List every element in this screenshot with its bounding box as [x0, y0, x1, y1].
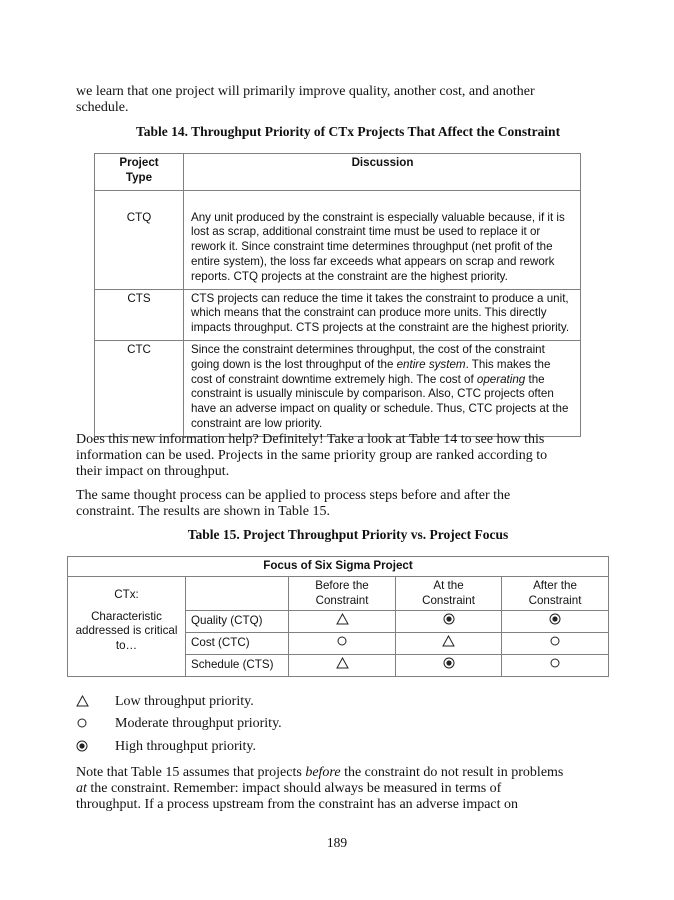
intro-paragraph [76, 84, 596, 116]
table-row [95, 190, 581, 289]
discussion-text: . This makes the [465, 357, 551, 371]
filled-circle-icon [443, 613, 455, 630]
open-circle-icon [549, 635, 561, 652]
discussion-cell [184, 340, 581, 436]
project-type-cell: CTQ [95, 190, 184, 289]
emphasis-text: before [305, 765, 341, 780]
priority-cell [289, 633, 396, 655]
header-after-constraint [502, 576, 609, 611]
priority-cell [289, 611, 396, 633]
table-row [95, 340, 581, 436]
paragraph-text: the constraint do not result in problems [340, 765, 564, 780]
row-label: Schedule (CTS) [186, 655, 289, 677]
discussion-line: Since the constraint determines throughput, the cost of the constraint [191, 342, 545, 356]
discussion-line: reports. CTQ projects at the constraint are the highest priority. [191, 269, 508, 283]
paragraph-text: the constraint. Remember: impact should always be measured in terms of [86, 781, 502, 796]
characteristic-text: to… [115, 639, 138, 653]
header-text: At the [433, 578, 464, 592]
paragraph-text: Note that Table 15 assumes that projects [76, 765, 306, 780]
paragraph-line: constraint. The results are shown in Table 15. [76, 504, 330, 519]
legend-text: High throughput priority. [115, 739, 257, 754]
header-project-type [95, 154, 184, 191]
triangle-icon [336, 657, 349, 674]
discussion-line: rework it. Since constraint time determines throughput (net profit of the [191, 240, 553, 254]
body-paragraph [76, 488, 596, 520]
priority-cell [502, 655, 609, 677]
emphasis-text: at [76, 781, 87, 796]
header-text: Constraint [315, 593, 369, 607]
discussion-line: Any unit produced by the constraint is especially valuable because, if it is [191, 210, 565, 224]
open-circle-icon [549, 657, 561, 674]
characteristic-text: addressed is critical [75, 624, 178, 638]
discussion-cell [184, 289, 581, 340]
priority-cell [289, 655, 396, 677]
header-text: After the [533, 578, 577, 592]
discussion-text: cost of constraint downtime extremely high. The cost of [191, 372, 477, 386]
priority-cell [396, 655, 502, 677]
discussion-line: constraint are low priority. [191, 416, 323, 430]
legend-text: Low throughput priority. [115, 694, 254, 709]
discussion-line: which means that the constraint can produce more units. This directly [191, 306, 547, 320]
intro-line: schedule. [76, 100, 129, 115]
open-circle-icon [76, 717, 88, 734]
discussion-cell [184, 190, 581, 289]
discussion-line: have an adverse impact on quality or schedule. Thus, CTC projects at the [191, 402, 569, 416]
project-type-cell: CTC [95, 340, 184, 436]
paragraph-line: throughput. If a process upstream from the constraint has an adverse impact on [76, 797, 519, 812]
discussion-text: the [525, 372, 545, 386]
paragraph-line: Does this new information help? Definitely! Take a look at Table 14 to see how this [76, 432, 545, 447]
row-label: Cost (CTC) [186, 633, 289, 655]
header-text: Type [125, 170, 153, 184]
table14 [94, 153, 581, 437]
header-at-constraint [396, 576, 502, 611]
body-paragraph [76, 765, 606, 813]
priority-cell [502, 611, 609, 633]
table15-title: Focus of Six Sigma Project [68, 557, 609, 577]
triangle-icon [336, 613, 349, 630]
header-text: Constraint [528, 593, 582, 607]
emphasis-text: entire system [396, 357, 466, 371]
triangle-icon [76, 695, 89, 712]
paragraph-line: their impact on throughput. [76, 464, 230, 479]
header-text: Constraint [422, 593, 475, 607]
table-header-row [95, 154, 581, 191]
intro-line: we learn that one project will primarily improve quality, another cost, and another [76, 84, 535, 99]
header-discussion: Discussion [184, 154, 581, 191]
table-header-row [68, 576, 609, 611]
page-number: 189 [326, 835, 348, 850]
characteristic-text: Characteristic [91, 609, 162, 623]
table15-caption: Table 15. Project Throughput Priority vs. Project Focus [187, 527, 509, 542]
emphasis-text: operating [476, 372, 526, 386]
paragraph-line: The same thought process can be applied to process steps before and after the [76, 488, 511, 503]
open-circle-icon [336, 635, 348, 652]
discussion-line: entire system), the loss far exceeds what appears on scrap and rework [191, 254, 555, 268]
header-before-constraint [289, 576, 396, 611]
ctx-label: CTx: [114, 587, 139, 601]
row-label: Quality (CTQ) [186, 611, 289, 633]
table-row [95, 289, 581, 340]
header-text: Project [119, 156, 159, 169]
table15 [67, 556, 609, 677]
discussion-line: impacts throughput. CTS projects at the constraint are the highest priority. [191, 321, 570, 335]
triangle-icon [442, 635, 455, 652]
filled-circle-icon [76, 740, 88, 757]
header-text: Before the [315, 578, 369, 592]
table14-caption: Table 14. Throughput Priority of CTx Projects That Affect the Constraint [135, 124, 561, 139]
priority-cell [502, 633, 609, 655]
body-paragraph [76, 432, 596, 480]
filled-circle-icon [549, 613, 561, 630]
table-title-row [68, 557, 609, 577]
legend-text: Moderate throughput priority. [115, 716, 282, 731]
discussion-line: lost as scrap, additional constraint time must be used to replace it or [191, 225, 541, 239]
priority-cell [396, 611, 502, 633]
paragraph-line: information can be used. Projects in the same priority group are ranked according to [76, 448, 548, 463]
empty-header-cell [186, 576, 289, 611]
discussion-line: CTS projects can reduce the time it takes the constraint to produce a unit, [191, 291, 569, 305]
discussion-text: going down is the lost throughput of the [191, 357, 397, 371]
ctx-label-cell [68, 576, 186, 677]
filled-circle-icon [443, 657, 455, 674]
project-type-cell: CTS [95, 289, 184, 340]
priority-cell [396, 633, 502, 655]
discussion-line: constraint is usually miniscule by comparison. Also, CTC projects often [191, 387, 554, 401]
